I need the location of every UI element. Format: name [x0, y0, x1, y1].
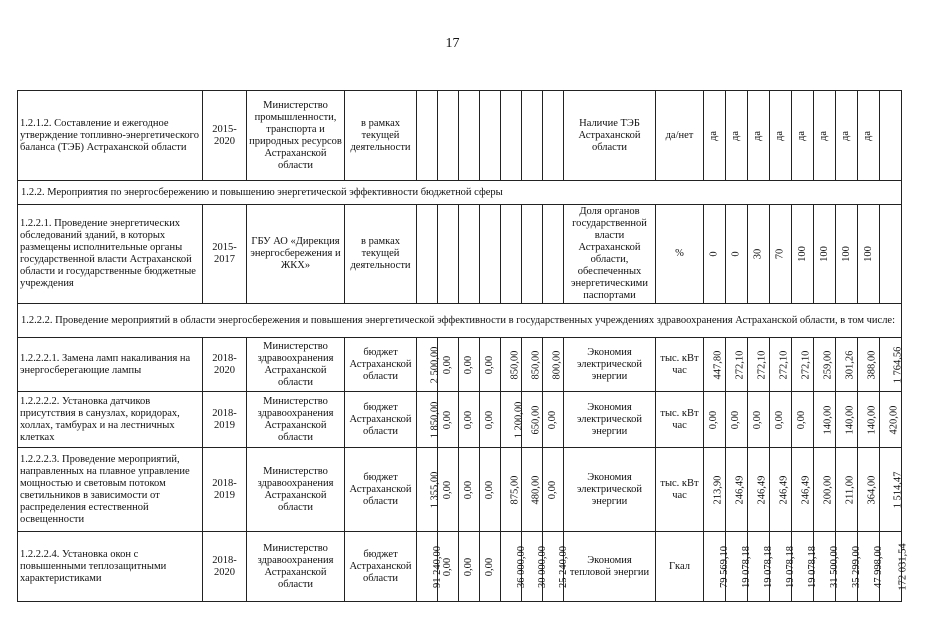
amount-cell: 0,00	[480, 532, 501, 602]
indicator-value: 272,10	[726, 338, 748, 392]
amount-cell	[480, 91, 501, 181]
unit: тыс. кВт час	[656, 338, 704, 392]
indicator: Наличие ТЭБ Астраханской области	[564, 91, 656, 181]
indicator-value: 364,00	[858, 448, 880, 532]
amount-cell	[501, 91, 522, 181]
measure-name: 1.2.2.2.2. Установка датчиков присутствия в санузлах, коридорах, холлах, тамбурах и на лестничных клетках	[18, 392, 203, 448]
indicator-value: 272,10	[748, 338, 770, 392]
amount-cell	[543, 91, 564, 181]
indicator-value: 100	[792, 205, 814, 304]
amount-cell: 0,00	[480, 338, 501, 392]
indicator: Экономия электрической энергии	[564, 338, 656, 392]
period: 2015-2020	[203, 91, 247, 181]
amount-cell: 875,00	[501, 448, 522, 532]
indicator: Доля органов государственной власти Астраханской области, обеспеченных энергетическими паспортами	[564, 205, 656, 304]
executor: Министерство здравоохранения Астраханской области	[247, 338, 345, 392]
indicator-value: 1 514,47	[880, 448, 902, 532]
page-number: 17	[445, 36, 460, 51]
amount-cell: 0,00	[459, 338, 480, 392]
indicator-value: 0,00	[726, 392, 748, 448]
indicator-value: 140,00	[814, 392, 836, 448]
amount-cell: 91 240,00	[417, 532, 438, 602]
amount-cell	[438, 91, 459, 181]
amount-cell: 0,00	[543, 448, 564, 532]
amount-cell: 650,00	[522, 392, 543, 448]
funding-source: бюджет Астраханской области	[345, 392, 417, 448]
indicator-value: 19 078,18	[770, 532, 792, 602]
period: 2018-2020	[203, 532, 247, 602]
indicator-value: 246,49	[726, 448, 748, 532]
amount-cell: 0,00	[438, 392, 459, 448]
section-title: 1.2.2.2. Проведение мероприятий в области энергосбережения и повышения энергетической эффективности в государственных учреждениях здравоохранения Астраханской области, в том числе:	[18, 304, 902, 338]
indicator-value: 0,00	[770, 392, 792, 448]
funding-source: в рамках текущей деятельности	[345, 91, 417, 181]
unit: %	[656, 205, 704, 304]
executor: Министерство здравоохранения Астраханской области	[247, 532, 345, 602]
indicator-value: 31 500,00	[814, 532, 836, 602]
amount-cell	[522, 91, 543, 181]
amount-cell: 850,00	[522, 338, 543, 392]
funding-source: в рамках текущей деятельности	[345, 205, 417, 304]
indicator-value: 259,00	[814, 338, 836, 392]
unit: тыс. кВт час	[656, 448, 704, 532]
amount-cell: 1 850,00	[417, 392, 438, 448]
executor: Министерство промышленности, транспорта и природных ресурсов Астраханской области	[247, 91, 345, 181]
indicator-value: 272,10	[770, 338, 792, 392]
indicator-value: да	[836, 91, 858, 181]
indicator-value	[880, 205, 902, 304]
amount-cell	[480, 205, 501, 304]
indicator-value: 140,00	[836, 392, 858, 448]
indicator-value: 246,49	[792, 448, 814, 532]
executor: ГБУ АО «Дирекция энергосбережения и ЖКХ»	[247, 205, 345, 304]
funding-source: бюджет Астраханской области	[345, 532, 417, 602]
indicator-value: 19 078,18	[726, 532, 748, 602]
indicator-value: 0	[726, 205, 748, 304]
indicator-value: 79 569,10	[704, 532, 726, 602]
indicator-value: 0,00	[704, 392, 726, 448]
amount-cell: 0,00	[480, 392, 501, 448]
indicator-value: 272,10	[792, 338, 814, 392]
funding-source: бюджет Астраханской области	[345, 338, 417, 392]
section-row	[18, 181, 902, 205]
amount-cell	[501, 205, 522, 304]
table-row	[18, 338, 902, 392]
measures-table	[17, 90, 909, 602]
amount-cell: 25 240,00	[543, 532, 564, 602]
measure-name: 1.2.2.2.4. Установка окон с повышенными теплозащитными характеристиками	[18, 532, 203, 602]
unit: Гкал	[656, 532, 704, 602]
indicator-value: 47 998,00	[858, 532, 880, 602]
table-row	[18, 91, 902, 181]
indicator-value: 388,00	[858, 338, 880, 392]
table-row	[18, 392, 902, 448]
indicator-value: да	[704, 91, 726, 181]
indicator: Экономия электрической энергии	[564, 392, 656, 448]
measure-name: 1.2.1.2. Составление и ежегодное утверждение топливно-энергетического баланса (ТЭБ) Астраханской области	[18, 91, 203, 181]
amount-cell: 0,00	[459, 532, 480, 602]
period: 2015-2017	[203, 205, 247, 304]
section-title: 1.2.2. Мероприятия по энергосбережению и повышению энергетической эффективности бюджетной сферы	[18, 181, 902, 205]
indicator: Экономия тепловой энергии	[564, 532, 656, 602]
amount-cell	[522, 205, 543, 304]
amount-cell: 0,00	[438, 532, 459, 602]
indicator-value: 100	[858, 205, 880, 304]
amount-cell	[459, 91, 480, 181]
unit: да/нет	[656, 91, 704, 181]
amount-cell	[438, 205, 459, 304]
period: 2018-2020	[203, 338, 247, 392]
indicator-value: 30	[748, 205, 770, 304]
amount-cell: 0,00	[438, 338, 459, 392]
indicator-value: да	[814, 91, 836, 181]
indicator-value: 200,00	[814, 448, 836, 532]
indicator-value: 246,49	[770, 448, 792, 532]
indicator-value	[880, 91, 902, 181]
indicator-value: да	[770, 91, 792, 181]
indicator-value: 100	[814, 205, 836, 304]
indicator-value: 447,80	[704, 338, 726, 392]
indicator-value: да	[726, 91, 748, 181]
amount-cell: 2 500,00	[417, 338, 438, 392]
amount-cell: 0,00	[480, 448, 501, 532]
amount-cell: 36 000,00	[501, 532, 522, 602]
amount-cell	[543, 205, 564, 304]
indicator-value: 100	[836, 205, 858, 304]
indicator-value: 70	[770, 205, 792, 304]
measure-name: 1.2.2.2.3. Проведение мероприятий, направленных на плавное управление мощностью и световым потоком светильников в зависимости от распределения естественной освещенности	[18, 448, 203, 532]
amount-cell: 850,00	[501, 338, 522, 392]
indicator-value: 0,00	[748, 392, 770, 448]
measure-name: 1.2.2.1. Проведение энергетических обследований зданий, в которых размещены исполнительные органы государственной власти Астраханской области и государственные бюджетные учреждения	[18, 205, 203, 304]
indicator-value: 301,26	[836, 338, 858, 392]
funding-source: бюджет Астраханской области	[345, 448, 417, 532]
indicator-value: 211,00	[836, 448, 858, 532]
amount-cell	[417, 205, 438, 304]
table-row	[18, 448, 902, 532]
amount-cell	[459, 205, 480, 304]
amount-cell: 0,00	[438, 448, 459, 532]
amount-cell: 0,00	[459, 392, 480, 448]
amount-cell: 0,00	[543, 392, 564, 448]
unit: тыс. кВт час	[656, 392, 704, 448]
amount-cell	[417, 91, 438, 181]
amount-cell: 1 200,00	[501, 392, 522, 448]
indicator-value: 213,90	[704, 448, 726, 532]
indicator: Экономия электрической энергии	[564, 448, 656, 532]
amount-cell: 30 000,00	[522, 532, 543, 602]
amount-cell: 800,00	[543, 338, 564, 392]
indicator-value: 420,00	[880, 392, 902, 448]
indicator-value: 0,00	[792, 392, 814, 448]
indicator-value: 172 031,54	[880, 532, 902, 602]
amount-cell: 0,00	[459, 448, 480, 532]
measure-name: 1.2.2.2.1. Замена ламп накаливания на энергосберегающие лампы	[18, 338, 203, 392]
indicator-value: 0	[704, 205, 726, 304]
period: 2018-2019	[203, 448, 247, 532]
executor: Министерство здравоохранения Астраханской области	[247, 448, 345, 532]
indicator-value: да	[792, 91, 814, 181]
executor: Министерство здравоохранения Астраханской области	[247, 392, 345, 448]
table-row	[18, 205, 902, 304]
indicator-value: 19 078,18	[748, 532, 770, 602]
table-row	[18, 532, 902, 602]
amount-cell: 480,00	[522, 448, 543, 532]
amount-cell: 1 355,00	[417, 448, 438, 532]
period: 2018-2019	[203, 392, 247, 448]
section-row	[18, 304, 902, 338]
indicator-value: 246,49	[748, 448, 770, 532]
indicator-value: 19 078,18	[792, 532, 814, 602]
indicator-value: 35 299,00	[836, 532, 858, 602]
indicator-value: да	[748, 91, 770, 181]
indicator-value: 140,00	[858, 392, 880, 448]
indicator-value: 1 764,56	[880, 338, 902, 392]
indicator-value: да	[858, 91, 880, 181]
